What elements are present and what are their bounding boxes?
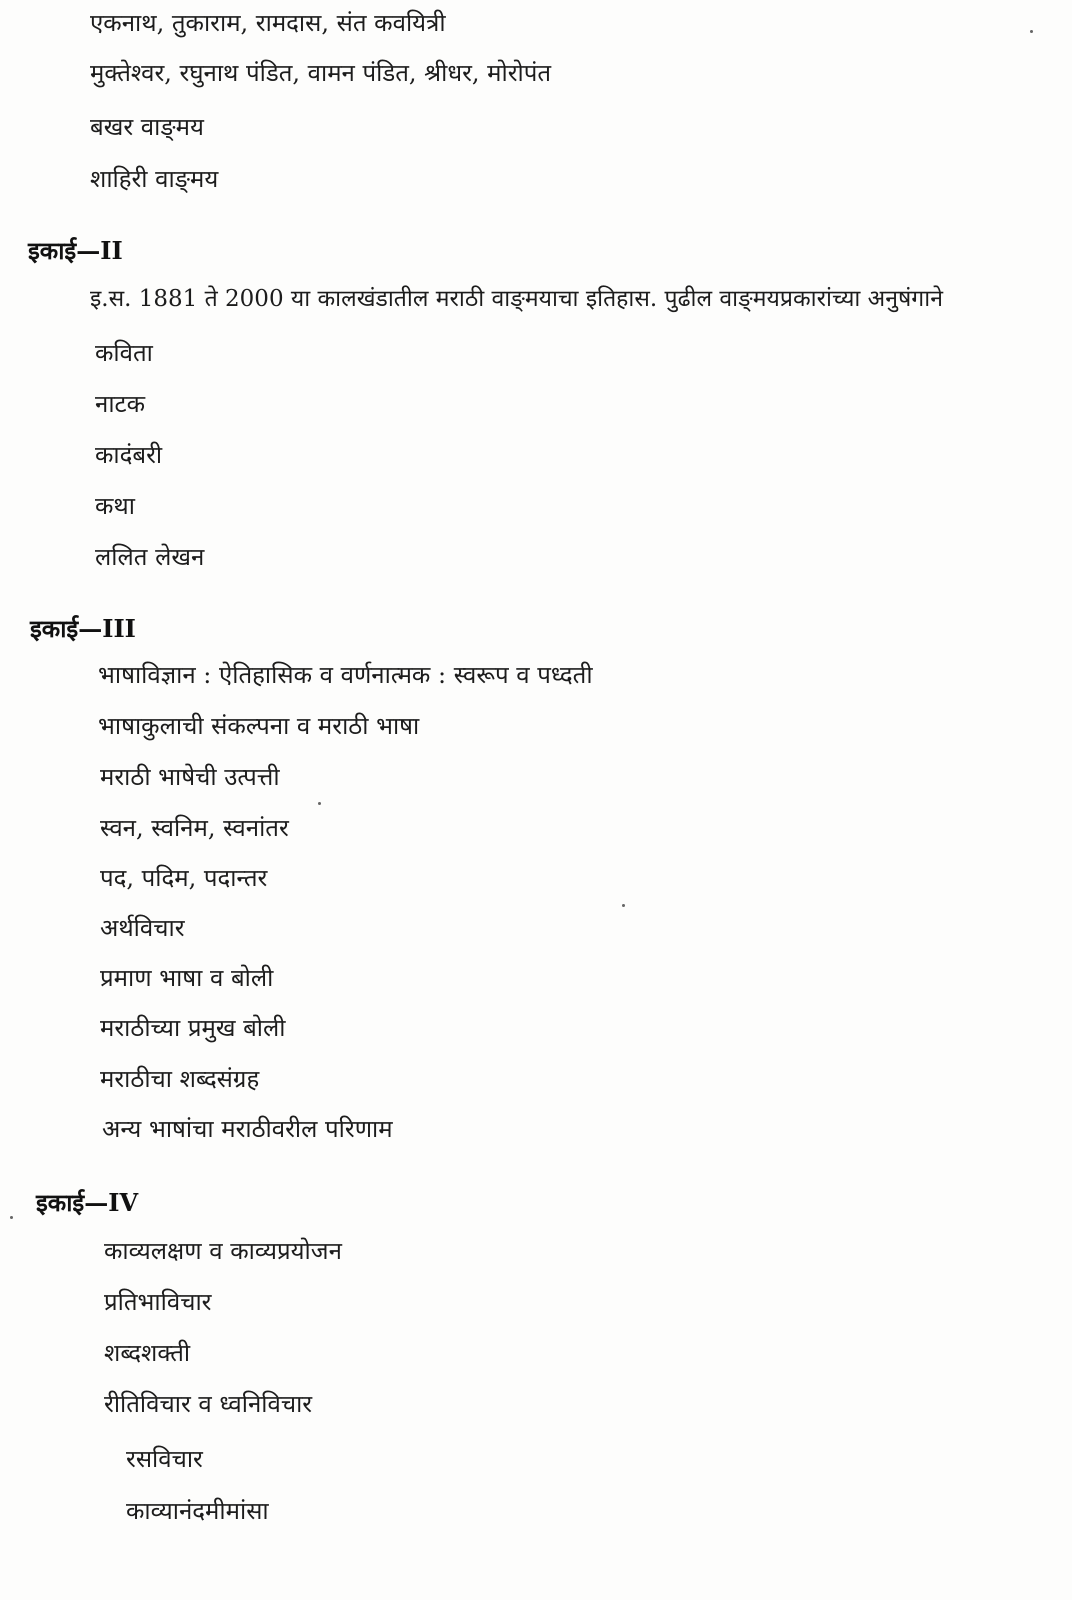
top-line-3: बखर वाङ्‌मय [90, 113, 204, 141]
unit4-item-5: रसविचार [126, 1445, 203, 1473]
unit2-item-3: कादंबरी [95, 441, 163, 469]
unit4-item-3: शब्दशक्ती [104, 1339, 191, 1367]
unit4-item-1: काव्यलक्षण व काव्यप्रयोजन [104, 1237, 342, 1265]
scan-speck [318, 802, 321, 805]
top-line-1: एकनाथ, तुकाराम, रामदास, संत कवयित्री [90, 9, 446, 37]
unit3-heading: इकाई—III [30, 614, 136, 643]
unit3-item-6: अर्थविचार [100, 914, 185, 942]
unit3-item-9: मराठीचा शब्दसंग्रह [100, 1065, 260, 1093]
top-line-2: मुक्तेश्वर, रघुनाथ पंडित, वामन पंडित, श्रीधर, मोरोपंत [90, 59, 552, 87]
unit3-item-7: प्रमाण भाषा व बोली [100, 964, 274, 992]
scan-speck [10, 1216, 13, 1219]
unit2-item-1: कविता [95, 339, 153, 367]
scan-speck [1030, 30, 1033, 33]
unit3-item-5: पद, पदिम, पदान्तर [100, 864, 268, 892]
unit2-heading: इकाई—II [28, 236, 123, 265]
unit4-heading: इकाई—IV [36, 1188, 139, 1217]
unit2-item-4: कथा [95, 492, 135, 520]
unit2-item-2: नाटक [95, 390, 146, 418]
unit3-item-1: भाषाविज्ञान : ऐतिहासिक व वर्णनात्मक : स्वरूप व पध्दती [98, 661, 593, 689]
unit4-item-2: प्रतिभाविचार [104, 1288, 212, 1316]
unit2-intro: इ.स. 1881 ते 2000 या कालखंडातील मराठी वाङ्‌मयाचा इतिहास. पुढील वाङ्‌मयप्रकारांच्या अनुषंगाने [90, 286, 943, 312]
unit4-item-6: काव्यानंदमीमांसा [126, 1497, 269, 1525]
unit4-item-4: रीतिविचार व ध्वनिविचार [104, 1390, 313, 1418]
unit3-item-8: मराठीच्या प्रमुख बोली [100, 1014, 286, 1042]
unit3-item-4: स्वन, स्वनिम, स्वनांतर [100, 814, 289, 842]
top-line-4: शाहिरी वाङ्‌मय [90, 165, 219, 193]
scan-speck [622, 904, 625, 907]
unit3-item-10: अन्य भाषांचा मराठीवरील परिणाम [102, 1115, 393, 1143]
unit2-item-5: ललित लेखन [95, 543, 205, 571]
unit3-item-3: मराठी भाषेची उत्पत्ती [100, 763, 280, 791]
unit3-item-2: भाषाकुलाची संकल्पना व मराठी भाषा [98, 712, 420, 740]
